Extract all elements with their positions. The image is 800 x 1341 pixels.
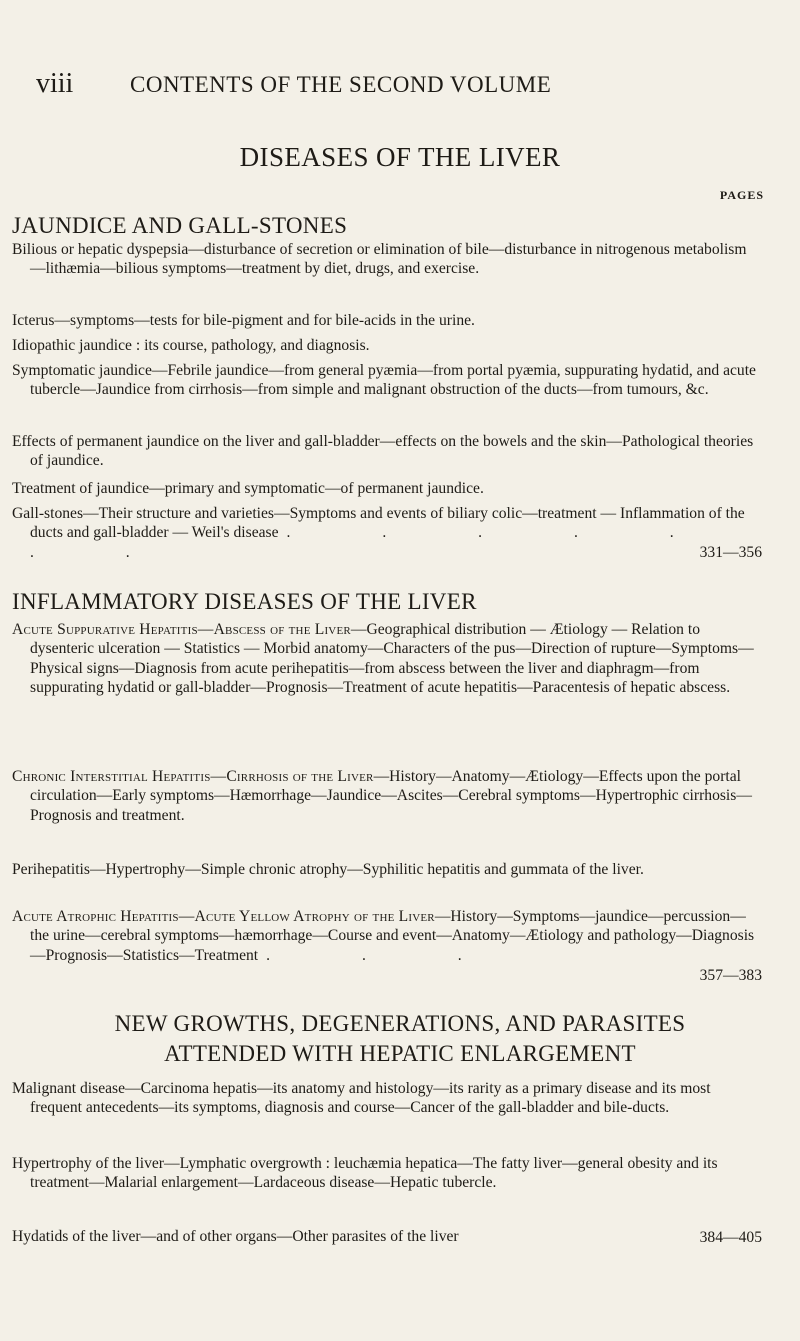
contents-entry: Bilious or hepatic dyspepsia—disturbance of secretion or elimination of bile—disturbance in nitrogenous metabolism—lithæmia—bilious symptoms—treatment by diet, drugs, and exercise. <box>12 241 747 278</box>
contents-entry: Treatment of jaundice—primary and symptomatic—of permanent jaundice. <box>12 480 484 497</box>
contents-entry <box>12 767 762 825</box>
contents-entry <box>12 620 762 698</box>
entry-text: Hydatids of the liver—and of other organs—Other parasites of the liver <box>12 1228 459 1245</box>
contents-entry: Hypertrophy of the liver—Lymphatic overgrowth : leuchæmia hepatica—The fatty liver—general obesity and its treatment—Malarial enlargement—Lardaceous disease—Hepatic tubercle. <box>12 1155 718 1192</box>
running-head <box>36 68 760 108</box>
contents-entry: Perihepatitis—Hypertrophy—Simple chronic atrophy—Syphilitic hepatitis and gummata of the liver. <box>12 861 644 878</box>
entry-text: Gall-stones—Their structure and varieties—Symptoms and events of biliary colic—treatment — Inflammation of the ducts and gall-bladder — Weil's disease <box>12 505 745 542</box>
contents-entry: Idiopathic jaundice : its course, pathology, and diagnosis. <box>12 337 370 354</box>
leader-dots: . . . <box>266 946 506 964</box>
contents-entry-with-pages <box>12 1227 762 1247</box>
entry-text: —Geographical distribution — Ætiology — Relation to dysenteric ulceration — Statistics — Morbid anatomy—Characters of the pus—Direction of rupture—Symptoms—Physical signs—Diagnosis from acute perihepatitis—from abscess between the liver and diaphragm—from suppurating hydatid or gall-bladder—Prognosis—Treatment of acute hepatitis—Paracentesis of hepatic abscess. <box>30 621 754 697</box>
contents-entry: Effects of permanent jaundice on the liver and gall-bladder—effects on the bowels and the skin—Pathological theories of jaundice. <box>12 433 754 470</box>
section-heading-inflammatory: INFLAMMATORY DISEASES OF THE LIVER <box>12 589 477 614</box>
contents-entry: Icterus—symptoms—tests for bile-pigment and for bile-acids in the urine. <box>12 312 475 329</box>
entry-text: —History—Symptoms—jaundice—percussion—the urine—cerebral symptoms—hæmorrhage—Course and event—Anatomy—Ætiology and pathology—Diagnosis—Prognosis—Statistics—Treatment <box>30 908 755 964</box>
page-number: viii <box>36 68 74 99</box>
pages-column-label: PAGES <box>719 188 764 202</box>
contents-entry-with-pages <box>12 504 762 562</box>
entry-text: —History—Anatomy—Ætiology—Effects upon the portal circulation—Early symptoms—Hæmorrhage—Jaundice—Ascites—Cerebral symptoms—Hypertrophic cirrhosis—Prognosis and treatment. <box>30 768 752 824</box>
section-heading-jaundice: JAUNDICE AND GALL-STONES <box>12 213 348 238</box>
section-heading-new-growths-line-2: ATTENDED WITH HEPATIC ENLARGEMENT <box>164 1041 636 1066</box>
page-range: 384—405 <box>699 1228 762 1246</box>
section-heading-new-growths: NEW GROWTHS, DEGENERATIONS, AND PARASITES <box>114 1011 686 1036</box>
contents-entry-with-pages <box>12 907 762 985</box>
main-title: DISEASES OF THE LIVER <box>239 142 561 172</box>
contents-entry: Symptomatic jaundice—Febrile jaundice—from general pyæmia—from portal pyæmia, suppurating hydatid, and acute tubercle—Jaundice from cirrhosis—from simple and malignant obstruction of the ducts—from tumours, &c. <box>12 362 756 399</box>
entry-heading: Acute Suppurative Hepatitis—Abscess of the Liver <box>12 621 351 638</box>
page-range: 357—383 <box>699 966 762 984</box>
entry-heading: Acute Atrophic Hepatitis—Acute Yellow Atrophy of the Liver <box>12 908 435 925</box>
running-title: CONTENTS OF THE SECOND VOLUME <box>130 72 552 97</box>
contents-entry: Malignant disease—Carcinoma hepatis—its anatomy and histology—its rarity as a primary disease and its most frequent antecedents—its symptoms, diagnosis and course—Cancer of the gall-bladder and bile-ducts. <box>12 1080 711 1117</box>
leader-dots: . . . . . . . <box>30 524 718 561</box>
page-range: 331—356 <box>699 543 762 561</box>
entry-heading: Chronic Interstitial Hepatitis—Cirrhosis of the Liver <box>12 768 374 785</box>
